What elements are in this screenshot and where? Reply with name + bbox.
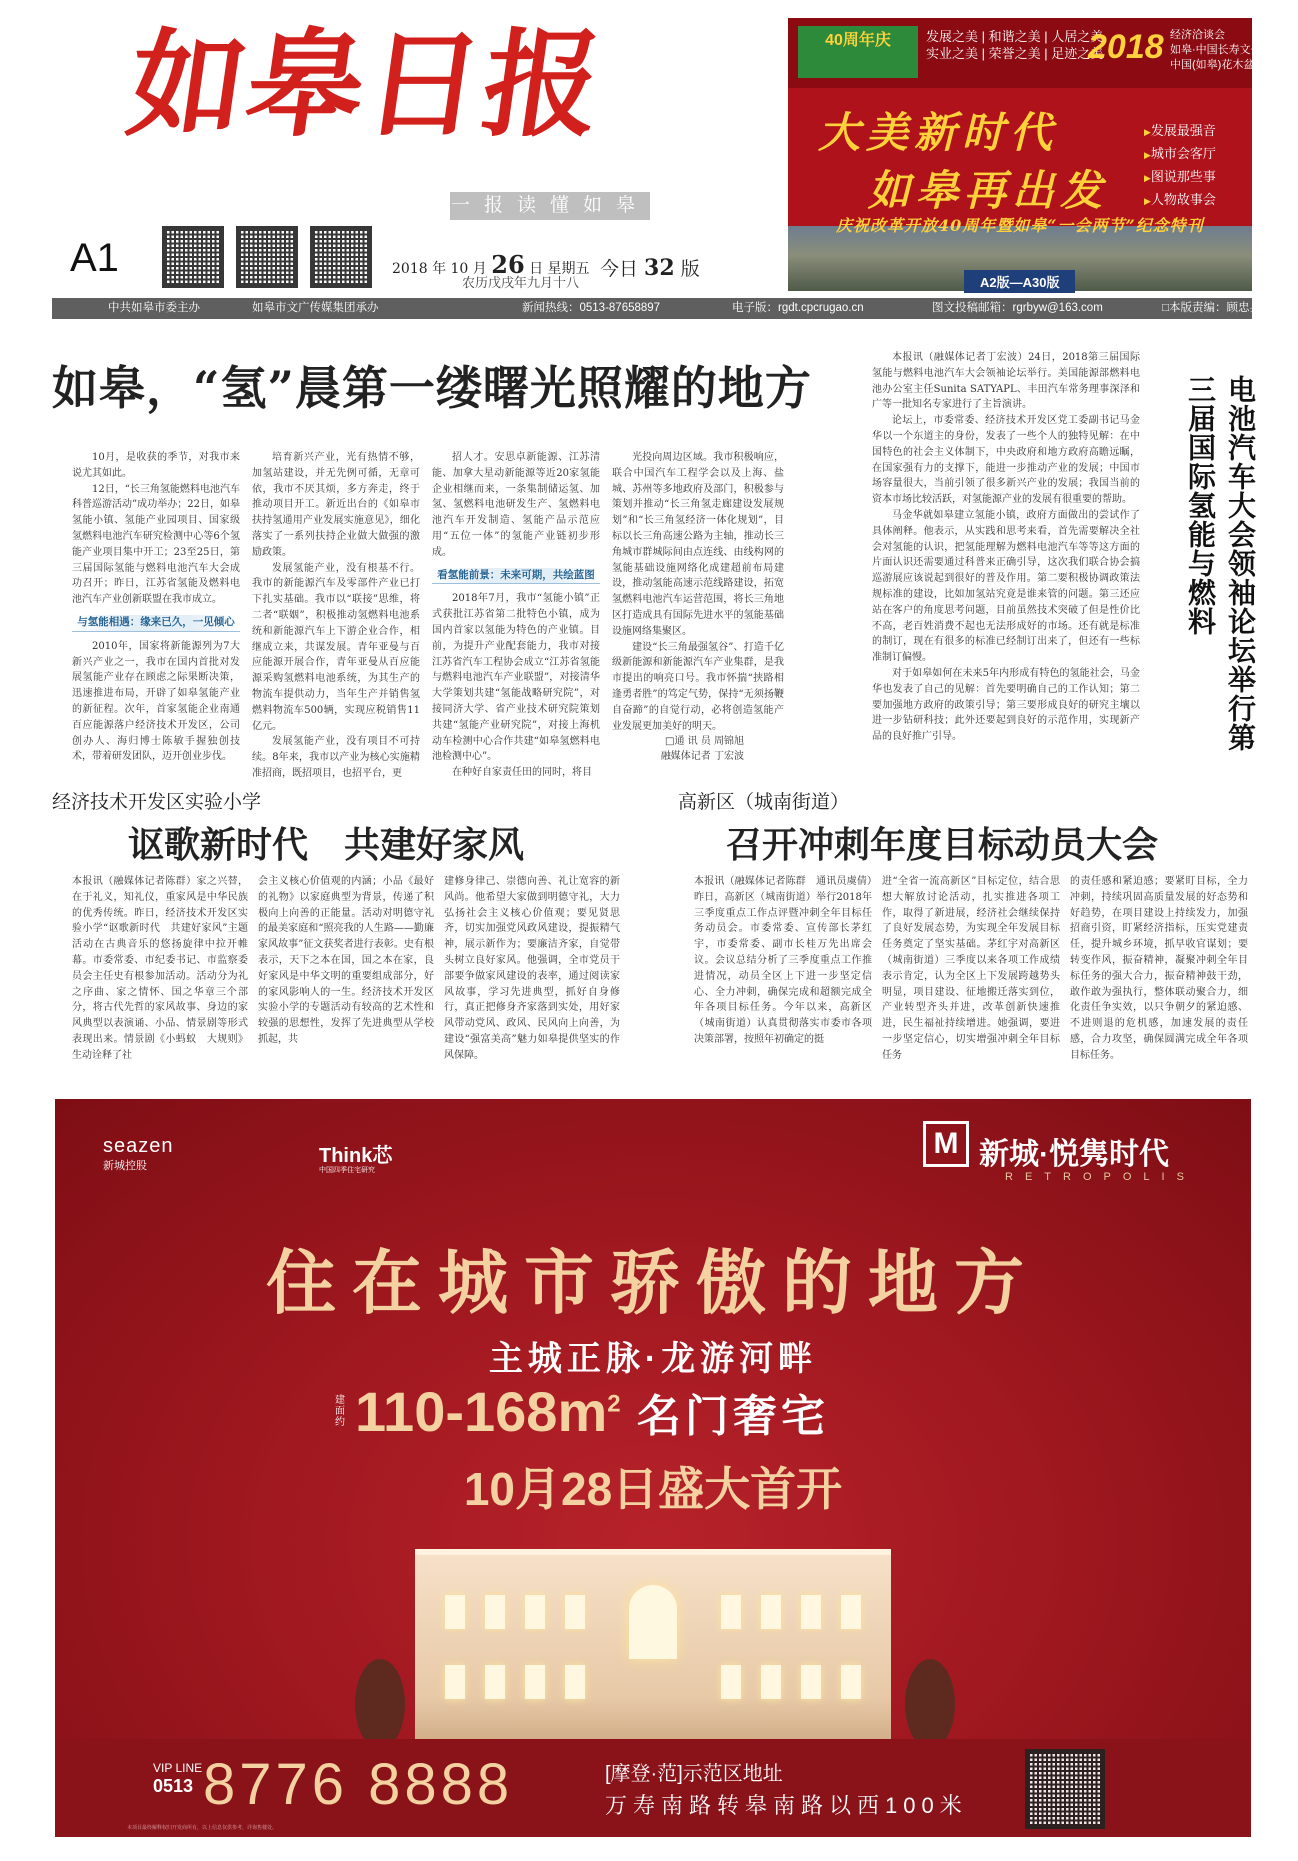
banner-line2: 如皋再出发 (868, 166, 1109, 215)
opening-date: 10月28日盛大首开 (463, 1463, 843, 1515)
forum-headline[interactable]: 电池汽车大会领袖论坛举行第三届国际氢能与燃料 (1184, 375, 1257, 752)
banner-themes: 发展之美 | 和谐之美 | 人居之美 实业之美 | 荣誉之美 | 足迹之美 (926, 29, 1104, 61)
showroom-address: 万寿南路转皋南路以西100米 (605, 1793, 968, 1818)
story2-column-2: 会主义核心价值观的内涵；小品《最好的礼物》以家庭典型为背景，传递了积极向上向善的正能量。活动对明德守礼的最美家庭和“照亮我的人生路——勤廉家风故事”征文获奖者进行表彰。史有根表示，天下之本在国，国之本在家，良好家风是中华文明的重要组成部分，好的家风影响人的一生。经济技术开发区实验小学的专题活动有较高的艺术性和较强的思想性，发挥了先进典型从学校抓起，共 (258, 876, 434, 1045)
story3-column-3: 的责任感和紧迫感；要紧盯目标，全力冲刺，持续巩固高质量发展的好态势和好趋势，在项目建设上持续发力，加强招商引资，盯紧经济指标，压实党建责任，提升城乡环境，抓早收官谋划；要转变作风，振奋精神，凝聚冲刺全年目标任务的强大合力，振奋精神鼓干劲，敢作敢为强执行，整体联动聚合力，细化责任争实效，以只争朝夕的紧迫感、不进则退的危机感，加速发展的责任感，合力攻坚，确保圆满完成全年各项目标任务。 (1070, 876, 1248, 1061)
lunar-date: 农历戊戌年九月十八 (462, 276, 580, 291)
submission-email[interactable]: 图文投稿邮箱：rgrbyw@163.com (932, 302, 1103, 314)
ad-subline: 主城正脉·龙游河畔 (488, 1340, 818, 1378)
lead-column-3: 招人才。安思卓新能源、江苏清能、加拿大星动新能源等近20家氢能企业相继而来，一条集制储运氢、加氢、氢燃料电池研发生产、氢燃料电池汽车开发制造、氢能产品示范应用“五位一体”的氢能产业链初步形成。 看氢能前景：未来可期，共绘蓝图 2018年7月，我市“氢能小镇”正式获批江苏省第二批特色小镇，成为国内首家以氢能为特色的产业镇。目前，为提升产业配套能力，我市对接江苏省汽车工程协会成立“江苏省氢能与燃料电池汽车产业联盟”，对接清华大学策划共建“氢能战略研究院”，对接同济大学、省产业技术研究院策划共建“氢能产业研究院”，对接上海机动车检测中心合作共建“如皋氢燃料电池检测中心”。 在种好自家责任田的同时，将目 (432, 452, 600, 779)
qr-code-2[interactable] (236, 226, 298, 288)
m-logo-icon: M (923, 1121, 969, 1167)
ad-disclaimer: 本项目最终解释权归开发商所有，以上信息仅供参考，详询售楼处。 (127, 1825, 278, 1831)
banner-line1: 大美新时代 (818, 108, 1059, 157)
lead-column-1: 10月，是收获的季节，对我市来说尤其如此。 12日，“长三角氢能燃料电池汽车科普巡游活动”成功举办；22日，如皋氢能小镇、氢能产业园项目、国家级氢燃料电池汽车研究检测中心等6个氢能产业项目集中开工；23至25日，第三届国际氢能与燃料电池汽车大会成功召开；昨日，江苏省氢能及燃料电池汽车产业创新联盟在我市成立。 与氢能相遇：缘来已久，一见倾心 2010年，国家将新能源列为7大新兴产业之一，我市在国内首批对发展氢能产业存在顾虑之际果断决策，迅速推进布局，开辟了如皋氢能产业的新征程。次年，首家氢能企业南通百应能源落户经济技术开发区，公司创办人、海归博士陈敏手握独创技术，带着研发团队，迈开创业步伐。 (72, 452, 240, 763)
ad-headline: 住在城市骄傲的地方 (266, 1241, 1040, 1324)
vip-line-label: VIP LINE 0513 (153, 1761, 203, 1796)
ad-qr-code[interactable] (1025, 1749, 1105, 1829)
project-name: 新城·悦隽时代 (979, 1138, 1169, 1171)
anniversary-badge: 40周年庆 (798, 26, 918, 78)
page-number: A1 (70, 236, 119, 280)
banner-sections: ▶ 发展最强音 ▶ 城市会客厅 ▶ 图说那些事 ▶ 人物故事会 (1144, 120, 1216, 212)
seazen-logo: seazen (103, 1135, 174, 1157)
byline-2: 融媒体记者 丁宏波 (660, 751, 744, 763)
special-issue-banner[interactable] (788, 18, 1298, 291)
story2-headline[interactable]: 讴歌新时代 共建好家风 (128, 824, 525, 866)
info-bar (52, 298, 1261, 319)
subhead-1: 与氢能相遇：缘来已久，一见倾心 (72, 615, 240, 632)
banner-page-range: A2版—A30版 (964, 270, 1075, 293)
showroom-title: [摩登·范]示范区地址 (605, 1763, 783, 1785)
banner-events: 经济洽谈会 如皋·中国长寿文化节 中国(如皋)花木盆景艺术节 (1170, 29, 1298, 71)
e-edition[interactable]: 电子版：rgdt.cpcrugao.cn (732, 302, 864, 314)
lead-column-4: 光投向周边区域。我市积极响应，联合中国汽车工程学会以及上海、盐城、苏州等多地政府及部门，积极参与策划并推动“长三角氢走廊建设发展规划”和“长三角氢经济一体化规划”，目标以长三角高速公路为主轴，推动长三角城市群城际间由点连线、由线构网的氢能基础设施网络化成建超前布局建设，推动氢能高速示范线路建设，拓宽氢燃料电池汽车运营范围，将长三角地区打造成具有国际先进水平的氢能基础设施网络集聚区。 建设“长三角最强氢谷”、打造千亿级新能源和新能源汽车产业集群，是我市提出的响亮口号。我市怀揣“挟路相逢勇者胜”的笃定气势，保持“无须扬鞭自奋蹄”的自觉行动，必将创造氢能产业发展更加美好的明天。 □通 讯 员 周锦旭 融媒体记者 丁宏波 (612, 452, 784, 763)
banner-strip: 庆祝改革开放40周年暨如皋“一会两节”纪念特刊 (836, 216, 1204, 235)
real-estate-advertisement[interactable]: seazen 新城控股 Think芯 中国四季住宅研究 M 新城·悦隽时代 RETROPOLIS 住在城市骄傲的地方 主城正脉·龙游河畔 建面约 $110-168m^2$ 名门奢宅 10月28日盛大首开 VIP LINE 0513 8776 8888 [摩登·范]示范区地址 万寿南路转皋南路以西100米 本项目最终解释权归开发商所有，以上信息仅供参考，详询售楼处。 (55, 1099, 1251, 1837)
project-name-en: RETROPOLIS (1005, 1171, 1196, 1183)
area-range: $110-168m^2$ 名门奢宅 (355, 1380, 829, 1443)
publisher: 如皋市文广传媒集团承办 (252, 302, 379, 314)
subhead-2: 看氢能前景：未来可期，共绘蓝图 (432, 568, 600, 585)
area-label: 建面约 (335, 1395, 345, 1428)
page-count: 今日 32 版 (600, 255, 700, 281)
sales-phone[interactable]: 8776 8888 (203, 1752, 514, 1817)
story3-column-1: 本报讯（融媒体记者陈群 通讯员虞倩）昨日，高新区（城南街道）举行2018年三季度重点工作点评暨冲刺全年目标任务动员会。市委常委、宣传部长茅红宇，市委常委、副市长桂万先出席会议。会议总结分析了三季度重点工作推进情况，动员全区上下进一步坚定信心、全力冲刺，确保完成和超额完成全年各项目标任务。今年以来，高新区（城南街道）认真贯彻落实市委市各项决策部署，按照年初确定的挺 (694, 876, 872, 1045)
story3-kicker: 高新区（城南街道） (678, 792, 850, 813)
think-logo: Think芯 (319, 1145, 393, 1167)
story2-column-1: 本报讯（融媒体记者陈群）家之兴替，在于礼义，知礼仪，重家风是中华民族的优秀传统。昨日，经济技术开发区实验小学“讴歌新时代 共建好家风”主题活动在古典音乐的悠扬旋律中拉开帷幕。市委常委、市纪委书记、市监察委员会主任史有根参加活动。活动分为礼之序曲、家之情怀、国之华章三个部分，将古代先哲的家风故事、身边的家风典型以表演诵、小品、情景剧等形式表现出来。情景剧《小蚂蚁 大规则》生动诠释了社 (72, 876, 248, 1061)
page-editor: □本版责编：顾忠兵 (1162, 302, 1261, 314)
building-image (415, 1549, 891, 1759)
tree-left (355, 1659, 405, 1749)
tree-right (905, 1659, 955, 1749)
qr-code-3[interactable] (310, 226, 372, 288)
forum-story-text: 本报讯（融媒体记者丁宏波）24日，2018第三届国际氢能与燃料电池汽车大会领袖论坛举行。美国能源部燃料电池办公室主任Sunita SATYAPL、丰田汽车常务理事深泽和广等一批知名专家进行了主旨演讲。 论坛上，市委常委、经济技术开发区党工委副书记马金华以一个东道主的身份，发表了一些个人的独特见解：在中国特色的社会主义体制下，中央政府和地方政府高瞻远瞩，在国家强有力的支撑下，能进一步推动产业的发展；中国市场容量很大，当前引领了很多新兴产业的发展；我国当前的资本市场比较活跃，对氢能源产业的发展有很重要的帮助。 马金华就如皋建立氢能小镇，政府方面做出的尝试作了具体阐释。他表示，从实践和思考来看，首先需要解决全社会对氢能的认识，把氢能理解为燃料电池汽车等等这方面的片面认识还需要通过科普来正确引导，这次我们联合协会搞巡游展应该说起到很好的普及作用。第二要积极协调政策法规标准的建设，比如加氢站究竟是谁来管的问题。第三还应站在客户的角度思考问题，目前虽然技术突破了但是性价比不高，老百姓消费不起也无法形成好的市场。还有就是标准的制订，现在有很多的标准已经制订出来了，但还有一些标准制订偏慢。 对于如皋如何在未来5年内形成有特色的氢能社会，马金华也发表了自己的见解：首先要明确自己的工作认知；第二要加强地方政府的政策引导；第三要形成良好的研究主壤以进一步钻研科技；此外还要起到良好的示范作用，实现新产品的良好推广引导。 (872, 352, 1140, 743)
lead-column-2: 培育新兴产业，光有热情不够，加氢站建设，并无先例可循，无章可依，我市不厌其烦，多方奔走，终于推动项目开工。新近出台的《如皋市扶持氢通用产业发展实施意见》，细化落实了一系列扶持企业做大做强的激励政策。 发展氢能产业，没有根基不行。我市的新能源汽车及零部件产业已打下扎实基础。我市以“联接”思维，将二者“联姻”，积极推动氢燃料电池系统和新能源汽车上下游企业合作，相继成立来，共谋发展。青年亚曼与百应能源开展合作，青年亚曼从百应能源采购氢燃料电池系统，为其生产的物流车提供动力，当年生产并销售氢燃料物流车500辆，实现应税销售11亿元。 发展氢能产业，没有项目不可持续。8年来，我市以产业为核心实施精准招商，既招项目，也招平台，更 (252, 452, 420, 779)
masthead-slogan: 一报读懂如皋 (450, 192, 650, 220)
host: 中共如皋市委主办 (108, 302, 200, 314)
story3-headline[interactable]: 召开冲刺年度目标动员大会 (726, 824, 1159, 866)
qr-code-1[interactable] (162, 226, 224, 288)
story3-column-2: 进“全省一流高新区”目标定位，结合思想大解放讨论活动，扎实推进各项工作，取得了新进展，经济社会继续保持了良好发展态势，为实现全年发展目标任务奠定了坚实基础。茅红宇对高新区（城南街道）三季度以来各项工作成绩表示肯定，认为全区上下发展跨越势头明显，项目建设、征地搬迁落实到位，产业转型齐头并进，改革创新快速推进，民生福祉持续增进。她强调，要进一步坚定信心，切实增强冲刺全年目标任务 (882, 876, 1060, 1061)
banner-year: 2018 (1088, 28, 1164, 66)
issue-date: 2018 年 10 月 26 日 星期五 (392, 250, 590, 279)
byline-1: □通 讯 员 周锦旭 (665, 736, 744, 748)
lead-headline[interactable]: 如皋，“氢”晨第一缕曙光照耀的地方 (52, 361, 812, 415)
masthead-logo: 如皋日报 (120, 17, 612, 153)
story2-kicker: 经济技术开发区实验小学 (52, 792, 262, 813)
hotline: 新闻热线：0513-87658897 (522, 302, 661, 314)
story2-column-3: 建修身律己、崇德向善、礼让宽容的新风尚。他希望大家做到明德守礼，大力弘扬社会主义核心价值观；要见贤思齐，切实加强党风政风建设，提振精气神，展示新作为；要廉洁齐家，自觉带头树立良好家风。他强调，全市党员干部要争做家风建设的表率，通过阅读家风故事，学习先进典型，抓好自身修行，真正把修身齐家落到实处，用好家风带动党风、政风、民风向上向善，为建设“强富美高”魅力如皋提供坚实的作风保障。 (444, 876, 620, 1061)
